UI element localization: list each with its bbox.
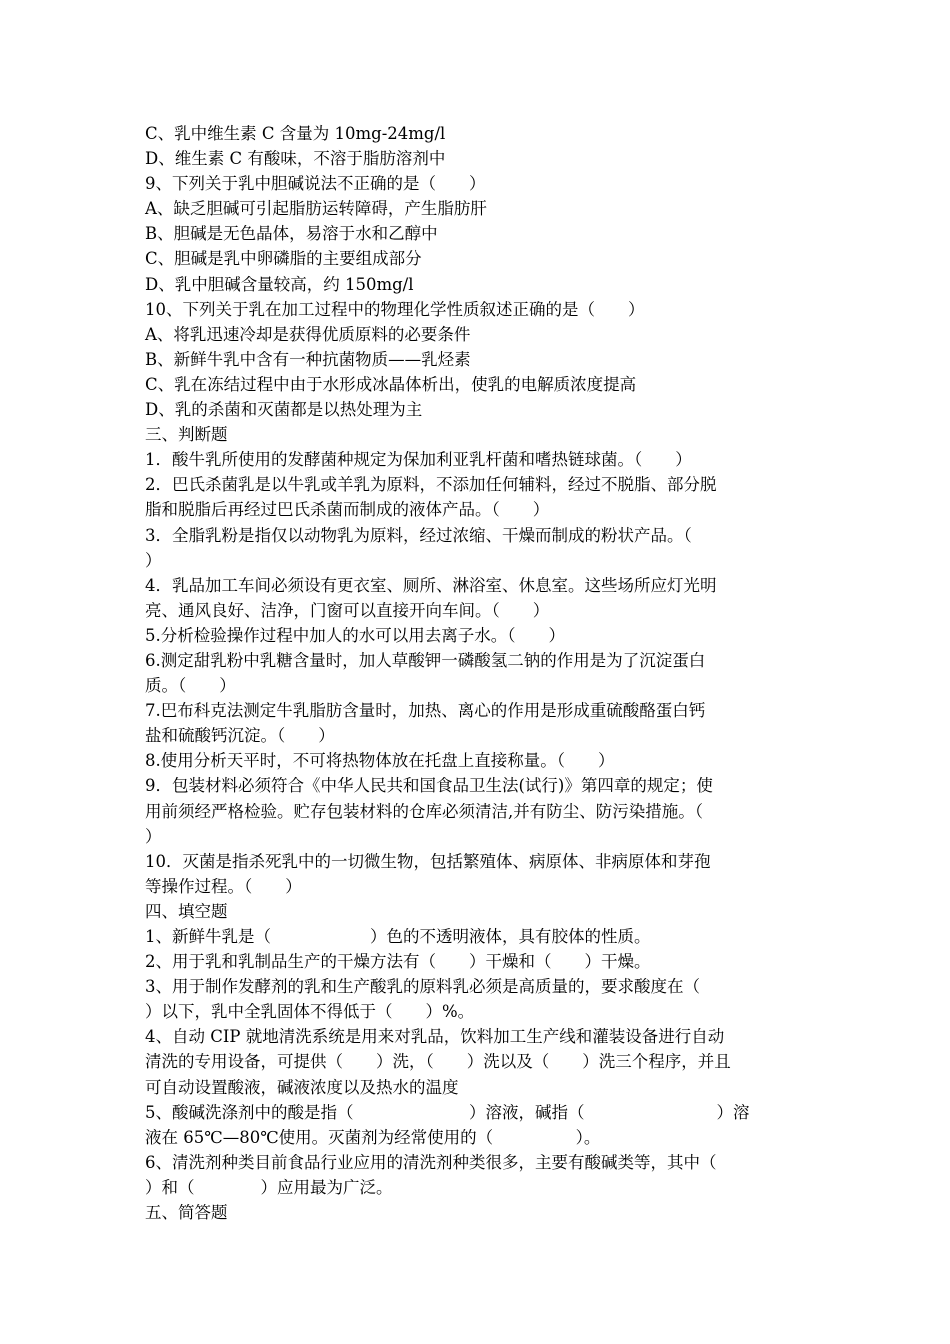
text-line: 用前须经严格检验。贮存包装材料的仓库必须清洁,并有防尘、防污染措施。（ — [145, 801, 703, 821]
section-heading: 五、简答题 — [145, 1203, 228, 1223]
text-line: ）以下，乳中全乳固体不得低于（ ）%。 — [145, 1002, 475, 1022]
text-line: 3、用于制作发酵剂的乳和生产酸乳的原料乳必须是高质量的，要求酸度在（ — [145, 977, 700, 997]
text-line: 8.使用分析天平时，不可将热物体放在托盘上直接称量。（ ） — [145, 751, 615, 771]
option-line: B、胆碱是无色晶体，易溶于水和乙醇中 — [145, 224, 438, 244]
option-line: C、胆碱是乳中卵磷脂的主要组成部分 — [145, 249, 422, 269]
text-line: 盐和硫酸钙沉淀。（ ） — [145, 726, 335, 746]
question-line: 10、下列关于乳在加工过程中的物理化学性质叙述正确的是（ ） — [145, 299, 645, 319]
option-line: A、缺乏胆碱可引起脂肪运转障碍，产生脂肪肝 — [145, 199, 487, 219]
text-line: 液在 65℃—80℃使用。灭菌剂为经常使用的（ ）。 — [145, 1127, 601, 1147]
document-body — [145, 121, 810, 1225]
text-line: 10．灭菌是指杀死乳中的一切微生物，包括繁殖体、病原体、非病原体和芽孢 — [145, 851, 711, 871]
text-line: 清洗的专用设备，可提供（ ）洗，（ ）洗以及（ ）洗三个程序，并且 — [145, 1052, 731, 1072]
text-line: 5.分析检验操作过程中加人的水可以用去离子水。（ ） — [145, 625, 565, 645]
option-line: C、乳在冻结过程中由于水形成冰晶体析出，使乳的电解质浓度提高 — [145, 374, 637, 394]
text-line: 等操作过程。（ ） — [145, 876, 302, 896]
text-line: 6.测定甜乳粉中乳糖含量时，加人草酸钾一磷酸氢二钠的作用是为了沉淀蛋白 — [145, 650, 706, 670]
text-line: ） — [145, 826, 162, 846]
text-line: C、乳中维生素 C 含量为 10mg-24mg/l — [145, 124, 446, 143]
text-line: ） — [145, 550, 162, 570]
text-line: 亮、通风良好、洁净，门窗可以直接开向车间。（ ） — [145, 600, 550, 620]
text-line: 2、用于乳和乳制品生产的干燥方法有（ ）干燥和（ ）干燥。 — [145, 952, 651, 972]
text-line: 可自动设置酸液，碱液浓度以及热水的温度 — [145, 1077, 459, 1097]
text-line: 脂和脱脂后再经过巴氏杀菌而制成的液体产品。（ ） — [145, 500, 550, 520]
section-heading: 四、填空题 — [145, 901, 228, 921]
text-line: 9．包装材料必须符合《中华人民共和国食品卫生法(试行)》第四章的规定；使 — [145, 776, 713, 796]
text-line: 6、清洗剂种类目前食品行业应用的清洗剂种类很多，主要有酸碱类等，其中（ — [145, 1152, 717, 1172]
text-line: 3．全脂乳粉是指仅以动物乳为原料，经过浓缩、干燥而制成的粉状产品。（ — [145, 525, 692, 545]
text-line: 1、新鲜牛乳是（ ）色的不透明液体，具有胶体的性质。 — [145, 927, 651, 946]
question-line: 9、下列关于乳中胆碱说法不正确的是（ ） — [145, 174, 486, 194]
option-line: D、乳中胆碱含量较高，约 150mg/l — [145, 274, 414, 294]
text-line: 7.巴布科克法测定牛乳脂肪含量时，加热、离心的作用是形成重硫酸酪蛋白钙 — [145, 701, 706, 721]
section-heading: 三、判断题 — [145, 425, 228, 445]
text-line: 质。（ ） — [145, 676, 236, 696]
option-line: B、新鲜牛乳中含有一种抗菌物质——乳烃素 — [145, 349, 471, 369]
text-line: 1．酸牛乳所使用的发酵菌种规定为保加利亚乳杆菌和嗜热链球菌。（ ） — [145, 450, 692, 470]
text-line: ）和（ ）应用最为广泛。 — [145, 1177, 393, 1197]
text-line: 5、酸碱洗涤剂中的酸是指（ ）溶液，碱指（ ）溶 — [145, 1102, 750, 1122]
text-line: 2．巴氏杀菌乳是以牛乳或羊乳为原料，不添加任何辅料，经过不脱脂、部分脱 — [145, 475, 717, 495]
option-line: D、乳的杀菌和灭菌都是以热处理为主 — [145, 400, 423, 420]
text-line: 4．乳品加工车间必须设有更衣室、厕所、淋浴室、休息室。这些场所应灯光明 — [145, 575, 717, 595]
text-line: D、维生素 C 有酸味，不溶于脂肪溶剂中 — [145, 149, 446, 169]
option-line: A、将乳迅速冷却是获得优质原料的必要条件 — [145, 324, 471, 344]
text-line: 4、自动 CIP 就地清洗系统是用来对乳品，饮料加工生产线和灌装设备进行自动 — [145, 1027, 725, 1047]
